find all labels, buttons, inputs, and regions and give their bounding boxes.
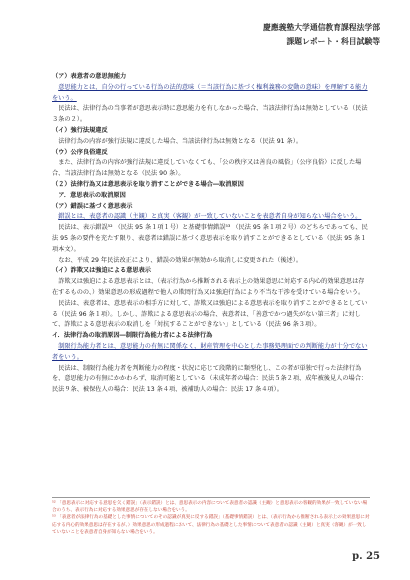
paragraph-capacity-rule: 民法は、法律行為の当事者が意思表示時に意思能力を有しなかった場合、当該法律行為は無効としている（民法３条の２）。 (52, 105, 368, 124)
paragraph-fraud-definition: 詐欺又は強迫による意思表示とは、（表示行為から推断される表示上の効果意思に対応する内心的効果意思は存在するものの、）効果意思の形成過程で他人の欺罔行為又は強迫行為により不当な干渉を受けている場合をいう。 (52, 278, 365, 296)
paragraph-fraud-rule: 民法は、表意者は、意思表示の相手方に対して、詐欺又は強迫による意思表示を取り消すことができるとしている（民法 96 条１項）。しかし、詐欺による意思表示の場合、表意者は、「善意でかつ過失がない第三者」に対して、詐欺による意思表示の取消しを「対抗することができない」としている（民法 96 条３項）。 (52, 299, 368, 329)
paragraph-public-order: また、法律行為の内容が強行法規に違反していなくても、「公の秩序又は善良の風俗」（公序良俗）に反した場合、当該法律行為は無効となる（民法 90 条）。 (52, 159, 362, 178)
heading-expression-rescission: ア．意思表示の取消原因 (58, 191, 126, 199)
document-body (52, 72, 370, 396)
footnotes (52, 497, 370, 536)
heading-mandatory-law: （イ）強行法規違反 (52, 126, 108, 134)
heading-fraud-duress: （イ）詐欺又は強迫による意思表示 (52, 267, 151, 275)
heading-rescission-causes: （２）法律行為又は意思表示を取り消すことができる場合―取消原因 (52, 180, 244, 188)
heading-limited-capacity: イ．法律行為の取消原因―制限行為能力者による法律行為 (52, 332, 213, 340)
paragraph-mistake-rule: 民法は、表示錯誤⁵² （民法 95 条１項１号）と基礎事情錯誤⁵³ （民法 95 条１項２号）のどちらであっても、民法 95 条の要件を充たす限り、表意者は錯誤に基づく意思表示を取り消すことができるとしている（民法 95 条１項本文）。 (52, 224, 368, 253)
page-number: p. 25 (352, 551, 380, 562)
footnote-53: ⁵³ 「表意者が法律行為の基礎とした事情についてのその認識が真実に反する錯誤」（基礎事情錯誤）とは、（表示行為から推断される表示上の効果意思に対応する内心的効果意思は存在するが、）効果意思の形成過程において、法律行為の基礎とした事情について表意者の認識（主観）と真実（客観）が一致していないことを表意者自身が知らない場合をいう。 (52, 515, 370, 535)
paragraph-limited-capacity-definition: 制限行為能力者とは、意思能力の有無に関係なく、財産管理を中心とした事務処理面での判断能力が十分でない者をいう。 (52, 342, 368, 361)
footnote-52: ⁵² 「意思表示に対応する意思を欠く錯誤」（表示錯誤）とは、意思表示の内容について表意者の認識（主観）と意思表示の客観的効果が一致していない場合のうち、表示行為に対応する効果意思が存在しない場合をいう。 (52, 501, 368, 514)
paragraph-limited-capacity-rule: 民法は、制限行為能力者を判断能力の程度・状況に応じて段階的に類型化し、この者が単独で行った法律行為を、意思能力の有無にかかわらず、取消可能としている（未成年者の場合：民法５条２項、成年被後見人の場合：民法９条、被保佐人の場合：民法 13 条４項、被補助人の場合：民法 17 条４項）。 (52, 364, 368, 394)
heading-incapacity: （ア）表意者の意思無能力 (52, 73, 127, 80)
paragraph-capacity-definition: 意思能力とは、自分の行っている行為の法的意味（＝当該行為に基づく権利義務の変動の意味）を理解する能力をいう。 (52, 83, 368, 102)
paragraph-mistake-amendment: なお、平成 29 年民法改正により、錯誤の効果が無効から取消しに変更された（後述）。 (58, 256, 303, 264)
header-institution: 慶應義塾大学通信教育課程法学部 (263, 23, 380, 32)
paragraph-mandatory-law: 法律行為の内容が強行法規に違反した場合、当該法律行為は無効となる（民法 91 条）。 (58, 137, 303, 145)
paragraph-mistake-definition: 錯誤とは、表意者の認識（主観）と真実（客観）が一致していないことを表意者自身が知らない場合をいう。 (58, 213, 362, 221)
heading-public-order: （ウ）公序良俗違反 (52, 148, 108, 156)
header-subtitle: 課題レポート・科目試験等 (286, 37, 380, 46)
heading-mistake: （ア）錯誤に基づく意思表示 (52, 202, 133, 210)
